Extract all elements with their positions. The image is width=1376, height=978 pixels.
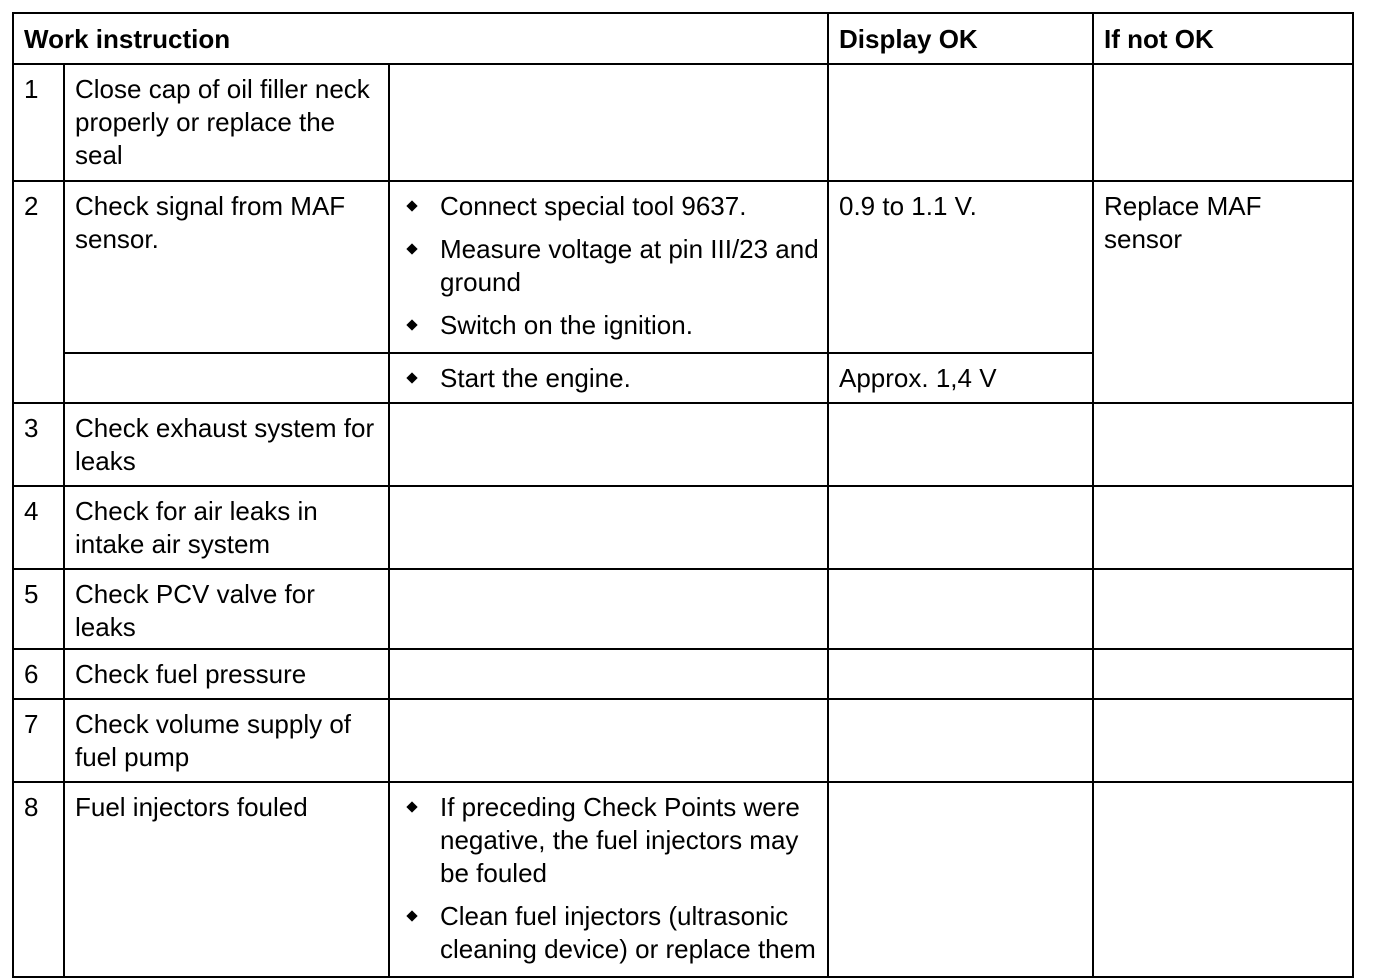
action-item (402, 309, 821, 342)
diamond-bullet-icon (406, 243, 417, 254)
step-actions (389, 64, 828, 181)
step-if-not-ok (1093, 64, 1353, 181)
step-if-not-ok (1093, 569, 1353, 649)
action-item (402, 362, 821, 395)
step-if-not-ok (1093, 403, 1353, 486)
action-text: Measure voltage at pin III/23 and ground (440, 234, 819, 297)
step-if-not-ok (1093, 486, 1353, 569)
table-row (13, 486, 1353, 569)
table-row (13, 181, 1353, 353)
step-instruction: Fuel injectors fouled (64, 782, 389, 977)
table-row (13, 782, 1353, 977)
step-instruction: Check fuel pressure (64, 649, 389, 699)
step-if-not-ok (1093, 782, 1353, 977)
step-number: 1 (13, 64, 64, 181)
diamond-bullet-icon (406, 372, 417, 383)
step-display-ok (828, 486, 1093, 569)
step-display-ok (828, 569, 1093, 649)
action-list (402, 791, 821, 966)
action-text: Connect special tool 9637. (440, 191, 747, 221)
action-text: Clean fuel injectors (ultrasonic cleaning device) or replace them (440, 901, 816, 964)
action-text: Switch on the ignition. (440, 310, 693, 340)
step-number: 5 (13, 569, 64, 649)
work-instruction-table (12, 12, 1354, 978)
diamond-bullet-icon (406, 319, 417, 330)
step-display-ok (828, 782, 1093, 977)
step-actions (389, 403, 828, 486)
action-list (402, 362, 821, 395)
action-item (402, 900, 821, 966)
step-if-not-ok (1093, 649, 1353, 699)
step-instruction: Close cap of oil filler neck properly or replace the seal (64, 64, 389, 181)
diamond-bullet-icon (406, 200, 417, 211)
step-instruction: Check PCV valve for leaks (64, 569, 389, 649)
step-actions (389, 782, 828, 977)
table-row (13, 649, 1353, 699)
step-display-ok (828, 649, 1093, 699)
table-row (13, 699, 1353, 782)
action-list (402, 190, 821, 342)
table-row (13, 569, 1353, 649)
diamond-bullet-icon (406, 910, 417, 921)
action-item (402, 190, 821, 223)
table-row (13, 403, 1353, 486)
diamond-bullet-icon (406, 801, 417, 812)
action-text: If preceding Check Points were negative, the fuel injectors may be fouled (440, 792, 800, 888)
step-actions (389, 181, 828, 353)
table-row (13, 64, 1353, 181)
step-display-ok (828, 403, 1093, 486)
step-actions (389, 699, 828, 782)
step-number: 8 (13, 782, 64, 977)
step-number: 2 (13, 181, 64, 403)
header-display-ok: Display OK (828, 13, 1093, 64)
step-actions (389, 486, 828, 569)
action-item (402, 791, 821, 890)
step-instruction: Check signal from MAF sensor. (64, 181, 389, 353)
step-if-not-ok (1093, 699, 1353, 782)
step-instruction (64, 353, 389, 403)
action-item (402, 233, 821, 299)
step-display-ok: 0.9 to 1.1 V. (828, 181, 1093, 353)
step-number: 6 (13, 649, 64, 699)
step-display-ok: Approx. 1,4 V (828, 353, 1093, 403)
step-actions (389, 569, 828, 649)
step-instruction: Check exhaust system for leaks (64, 403, 389, 486)
step-number: 4 (13, 486, 64, 569)
step-if-not-ok: Replace MAF sensor (1093, 181, 1353, 403)
step-instruction: Check for air leaks in intake air system (64, 486, 389, 569)
step-actions (389, 649, 828, 699)
header-work-instruction: Work instruction (13, 13, 828, 64)
step-instruction: Check volume supply of fuel pump (64, 699, 389, 782)
step-actions (389, 353, 828, 403)
step-display-ok (828, 64, 1093, 181)
step-number: 7 (13, 699, 64, 782)
step-display-ok (828, 699, 1093, 782)
header-row (13, 13, 1353, 64)
header-if-not-ok: If not OK (1093, 13, 1353, 64)
action-text: Start the engine. (440, 363, 631, 393)
step-number: 3 (13, 403, 64, 486)
